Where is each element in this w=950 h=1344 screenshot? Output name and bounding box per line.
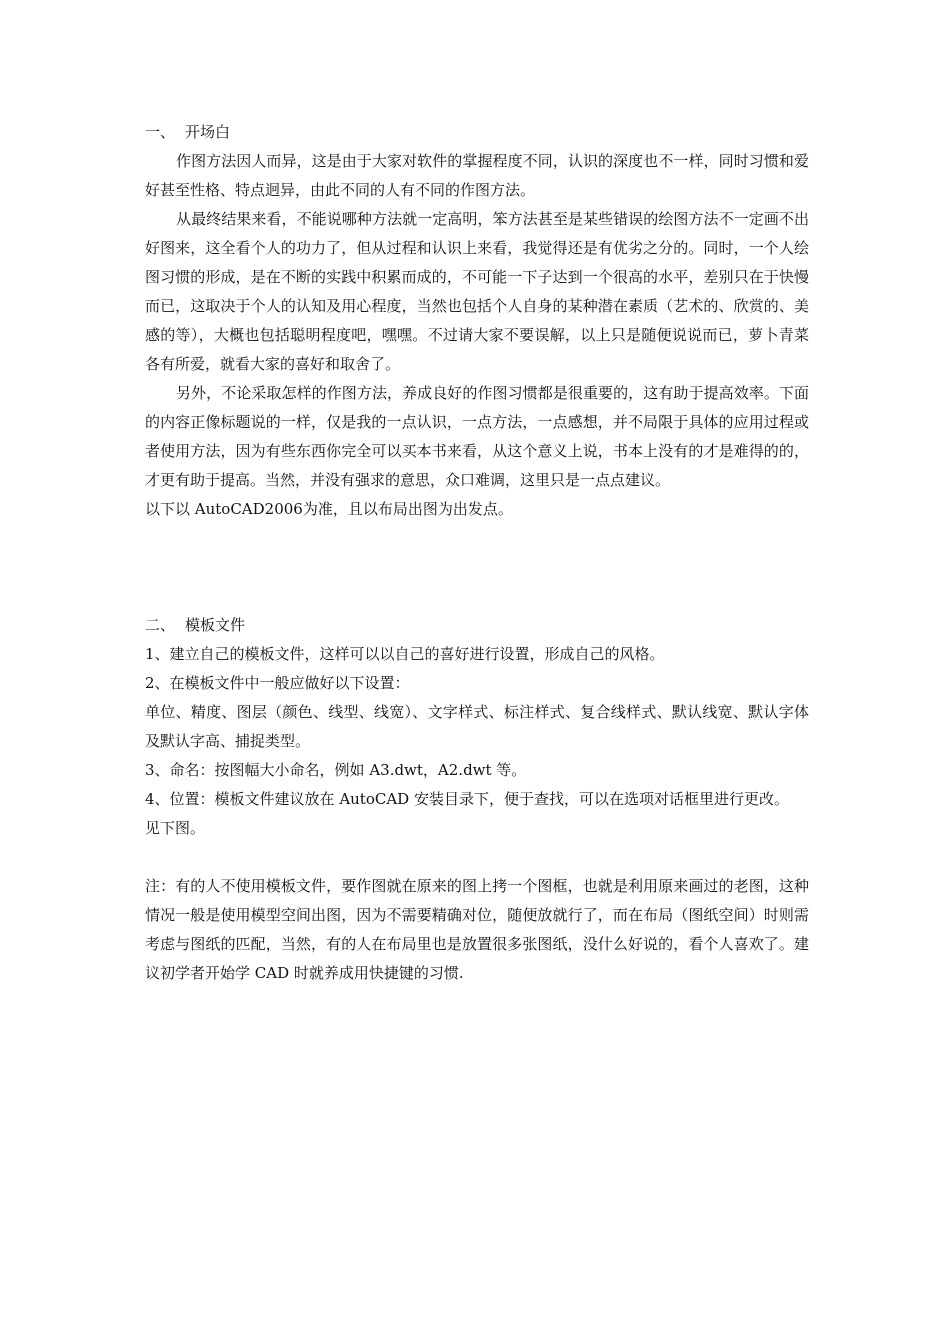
section-spacer [145, 524, 809, 611]
section-1-number: 一、 [145, 123, 176, 141]
remark-spacer [145, 843, 809, 872]
section-2-item-3: 单位、精度、图层（颜色、线型、线宽）、文字样式、标注样式、复合线样式、默认线宽、默认字体及默认字高、捕捉类型。 [145, 703, 809, 750]
document-page [145, 118, 809, 988]
section-1-paragraph-3: 另外，不论采取怎样的作图方法，养成良好的作图习惯都是很重要的，这有助于提高效率。下面的内容正像标题说的一样，仅是我的一点认识，一点方法，一点感想，并不局限于具体的应用过程或者使用方法，因为有些东西你完全可以买本书来看，从这个意义上说，书本上没有的才是难得的的，才更有助于提高。当然，并没有强求的意思，众口难调，这里只是一点点建议。 [145, 384, 809, 489]
section-1-heading [145, 118, 809, 147]
section-2-item-2: 2、在模板文件中一般应做好以下设置： [145, 674, 410, 692]
section-1-paragraph-1: 作图方法因人而异，这是由于大家对软件的掌握程度不同，认识的深度也不一样，同时习惯和爱好甚至性格、特点迥异，由此不同的人有不同的作图方法。 [145, 152, 809, 199]
section-2-heading [145, 611, 809, 640]
section-1-note: 以下以 AutoCAD2006为准，且以布局出图为出发点。 [145, 500, 513, 518]
section-1-paragraph-2: 从最终结果来看，不能说哪种方法就一定高明，笨方法甚至是某些错误的绘图方法不一定画不出好图来，这全看个人的功力了，但从过程和认识上来看，我觉得还是有优劣之分的。同时，一个人绘图习惯的形成，是在不断的实践中积累而成的，不可能一下子达到一个很高的水平，差别只在于快慢而已，这取决于个人的认知及用心程度，当然也包括个人自身的某种潜在素质（艺术的、欣赏的、美感的等），大概也包括聪明程度吧，嘿嘿。不过请大家不要误解，以上只是随便说说而已，萝卜青菜各有所爱，就看大家的喜好和取舍了。 [145, 210, 809, 373]
section-1-title: 开场白 [185, 123, 231, 141]
section-2-item-5: 4、位置：模板文件建议放在 AutoCAD 安装目录下，便于查找，可以在选项对话框里进行更改。 [145, 790, 789, 808]
section-2-item-6: 见下图。 [145, 819, 206, 837]
section-2-item-4: 3、命名：按图幅大小命名，例如 A3.dwt，A2.dwt 等。 [145, 761, 527, 779]
section-2-title: 模板文件 [185, 616, 246, 634]
section-2-remark: 注：有的人不使用模板文件，要作图就在原来的图上拷一个图框，也就是利用原来画过的老图，这种情况一般是使用模型空间出图，因为不需要精确对位，随便放就行了，而在布局（图纸空间）时则需考虑与图纸的匹配，当然，有的人在布局里也是放置很多张图纸，没什么好说的，看个人喜欢了。建议初学者开始学 CAD 时就养成用快捷键的习惯. [145, 877, 809, 982]
section-2-item-1: 1、建立自己的模板文件，这样可以以自己的喜好进行设置，形成自己的风格。 [145, 645, 665, 663]
section-2-number: 二、 [145, 616, 176, 634]
